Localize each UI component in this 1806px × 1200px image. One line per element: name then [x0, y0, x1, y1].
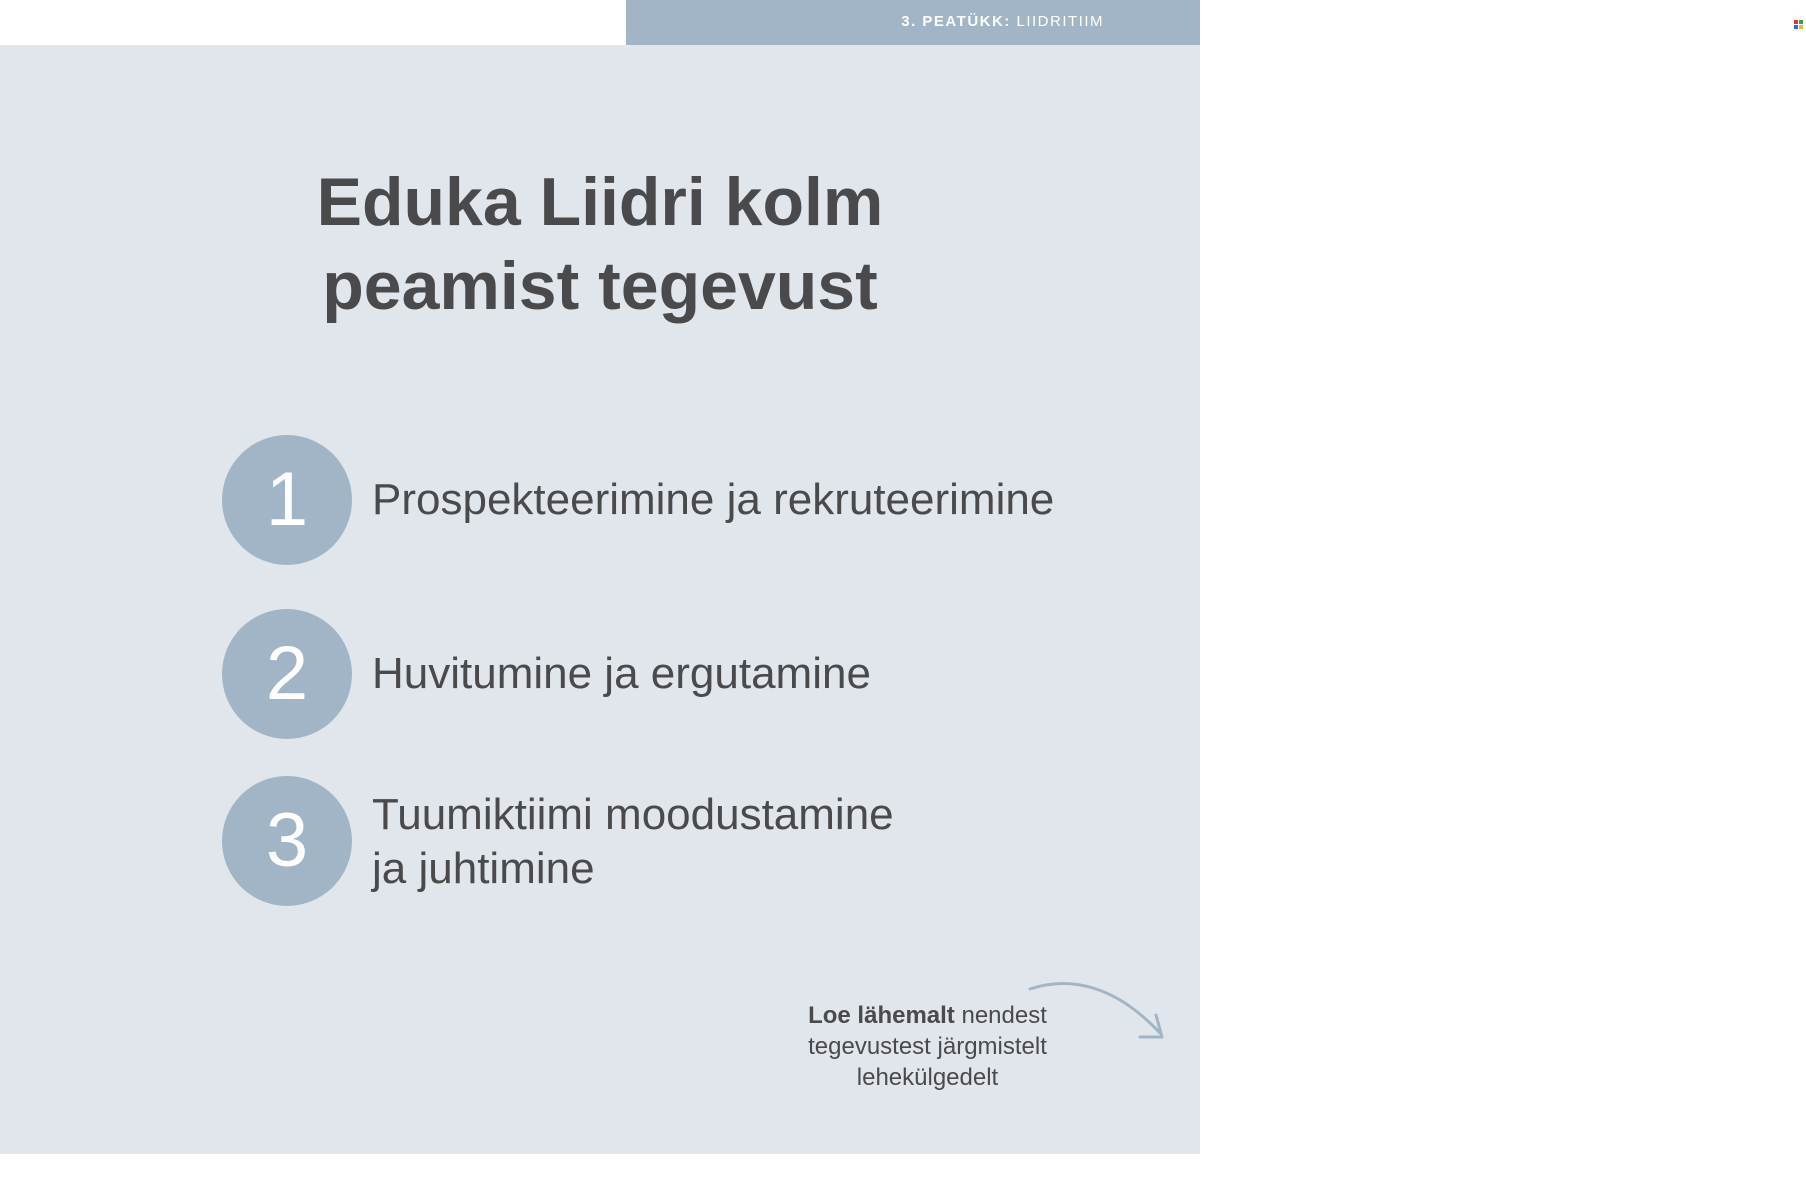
- activity-text: [372, 473, 1054, 527]
- activity-line: Tuumiktiimi moodustamine: [372, 790, 894, 839]
- title-line-2: peamist tegevust: [322, 248, 878, 324]
- page-number: 31: [1771, 16, 1785, 30]
- title-line-1: Eduka Liidri kolm: [316, 164, 884, 240]
- page-title: [0, 160, 1200, 328]
- activity-number-badge: 1: [222, 435, 352, 565]
- header-band: [626, 0, 1785, 45]
- chapter-label: 3. PEATÜKK:: [901, 13, 1011, 30]
- color-dots-icon: [1794, 20, 1806, 30]
- note-text: nendest tegevustest järgmistelt lehekülgedelt: [808, 1002, 1047, 1091]
- activity-text: [372, 647, 871, 701]
- activity-line: ja juhtimine: [372, 844, 595, 893]
- activity-number-badge: 2: [222, 609, 352, 739]
- chapter-name: LIIDRITIIM: [1016, 13, 1104, 30]
- curved-arrow-icon: [1022, 975, 1172, 1050]
- activity-line: Prospekteerimine ja rekruteerimine: [372, 475, 1055, 524]
- activity-text: [372, 788, 894, 896]
- activity-line: Huvitumine ja ergutamine: [372, 649, 871, 698]
- activity-number-badge: 3: [222, 776, 352, 906]
- chapter-heading: [901, 13, 1104, 30]
- note-bold: Loe lähemalt: [808, 1002, 955, 1029]
